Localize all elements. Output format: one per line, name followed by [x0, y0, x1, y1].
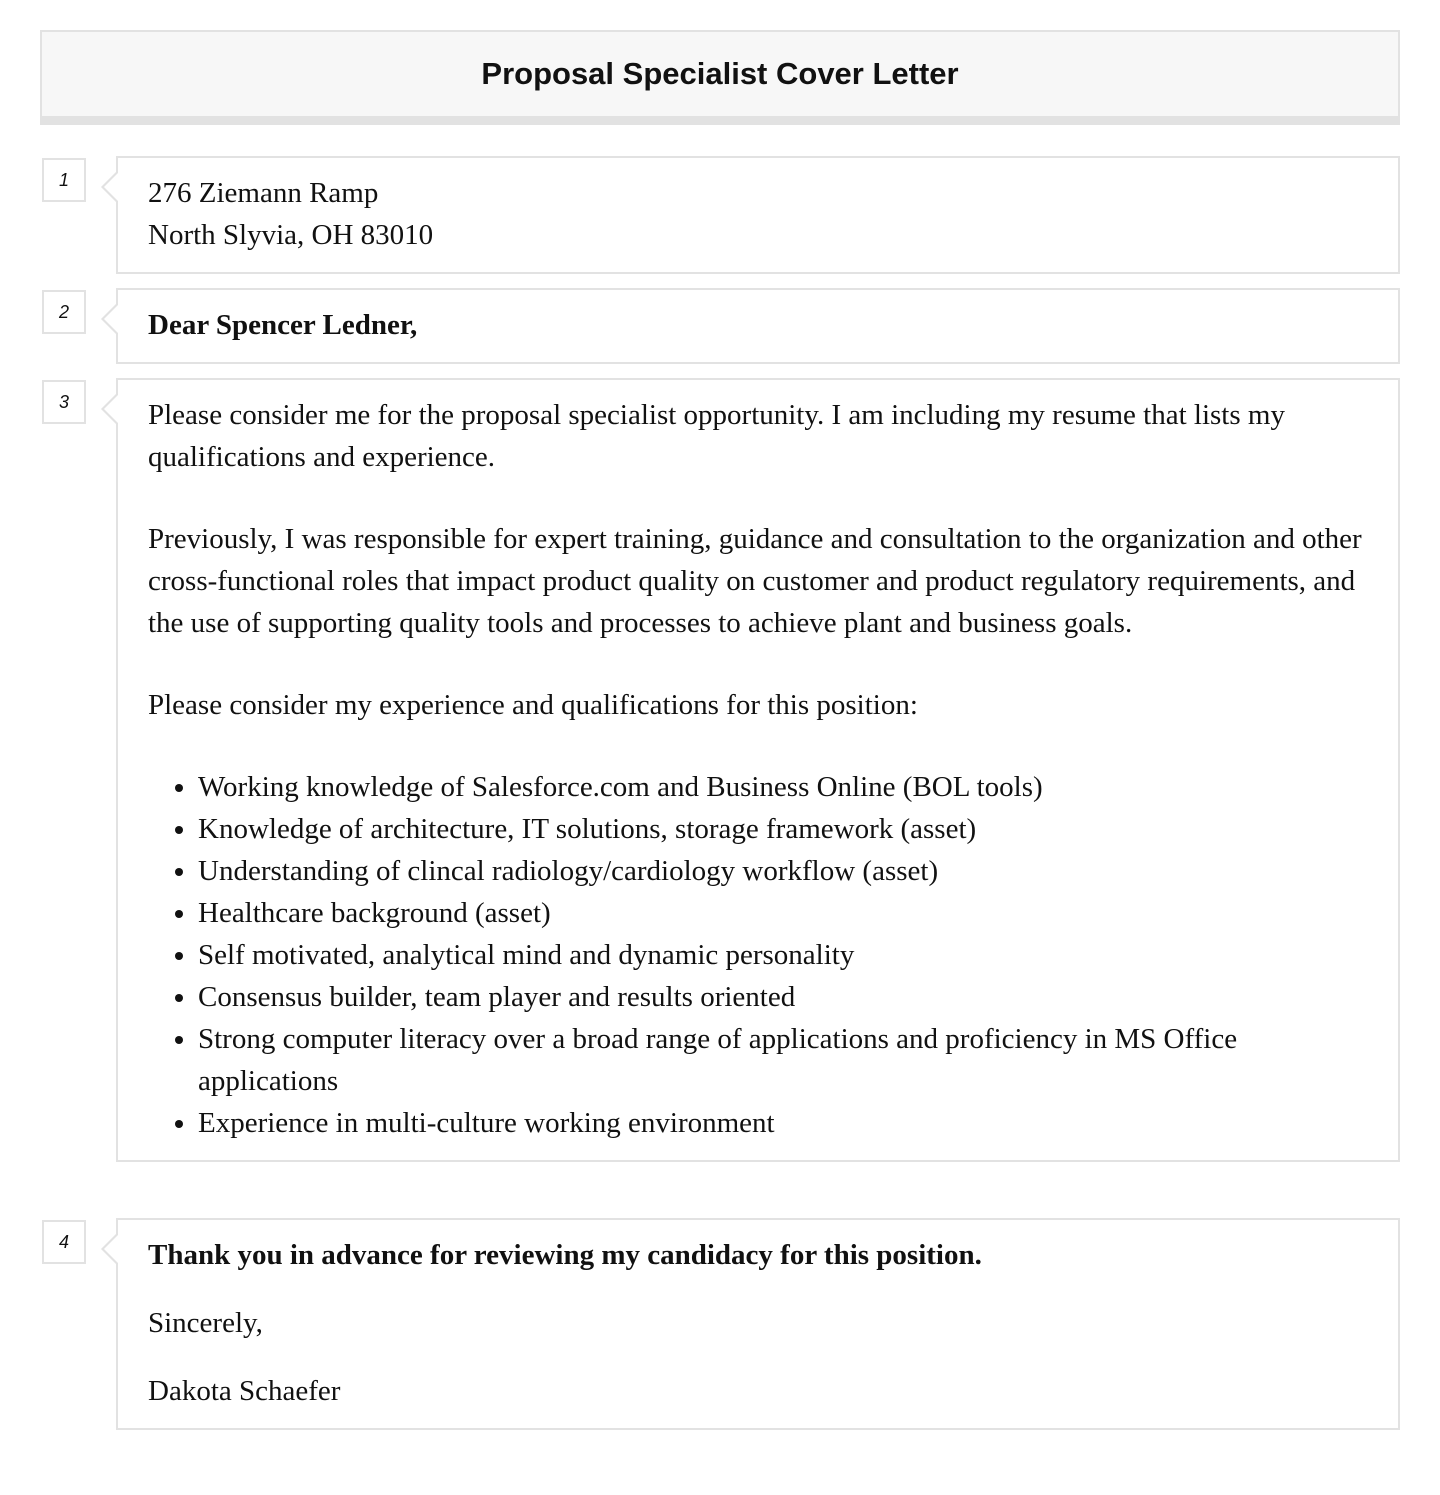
body-paragraph-2: Previously, I was responsible for expert training, guidance and consultation to the organization and other cross-functional roles that impact product quality on customer and product regulatory requirements, and the use of supporting quality tools and processes to achieve plant and business goals. [148, 523, 1362, 639]
section-number: 4 [42, 1220, 86, 1264]
list-item: • Experience in multi-culture working environment [198, 1102, 1368, 1144]
section-number: 1 [42, 158, 86, 202]
body-paragraph-3: Please consider my experience and qualifications for this position: [148, 689, 918, 721]
qualifications-list [148, 766, 1368, 1144]
greeting-block [116, 288, 1400, 364]
document-header [40, 30, 1400, 125]
list-item: • Knowledge of architecture, IT solutions, storage framework (asset) [198, 808, 1368, 850]
body-paragraph-1: Please consider me for the proposal specialist opportunity. I am including my resume that lists my qualifications and experience. [148, 399, 1285, 473]
list-item: • Strong computer literacy over a broad range of applications and proficiency in MS Office applications [198, 1018, 1368, 1102]
section-number: 2 [42, 290, 86, 334]
list-item: • Working knowledge of Salesforce.com and Business Online (BOL tools) [198, 766, 1368, 808]
list-item: • Consensus builder, team player and results oriented [198, 976, 1368, 1018]
list-item: • Understanding of clincal radiology/cardiology workflow (asset) [198, 850, 1368, 892]
list-item: • Self motivated, analytical mind and dynamic personality [198, 934, 1368, 976]
body-block [116, 378, 1400, 1162]
address-block [116, 156, 1400, 274]
address-line-2: North Slyvia, OH 83010 [148, 219, 434, 251]
signature: Dakota Schaefer [148, 1375, 341, 1407]
address-line-1: 276 Ziemann Ramp [148, 177, 379, 209]
closing-statement: Thank you in advance for reviewing my candidacy for this position. [148, 1239, 982, 1271]
signoff: Sincerely, [148, 1307, 263, 1339]
closing-block [116, 1218, 1400, 1430]
list-item: • Healthcare background (asset) [198, 892, 1368, 934]
greeting: Dear Spencer Ledner, [148, 309, 418, 341]
document-title: Proposal Specialist Cover Letter [481, 56, 959, 91]
section-number: 3 [42, 380, 86, 424]
